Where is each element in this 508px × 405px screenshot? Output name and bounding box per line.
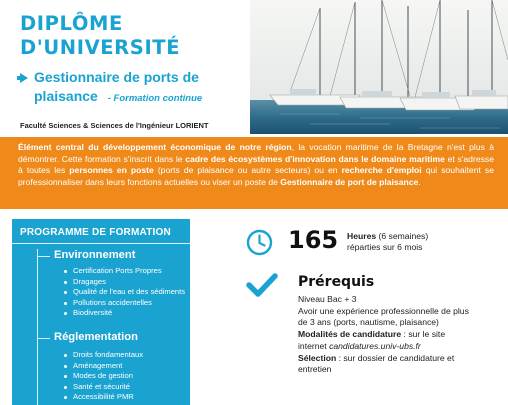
duration-details [347, 231, 428, 253]
section-title-environnement: Environnement [54, 249, 136, 261]
subtitle [20, 68, 260, 108]
intro-text-3: (ports de plaisance ou autre secteurs) ou en [153, 165, 342, 176]
intro-text-5: . [418, 176, 421, 187]
marina-photo [250, 0, 508, 134]
subtitle-line-2: plaisance [34, 88, 98, 104]
selection-text: : sur dossier de candidature et entretien [298, 352, 455, 375]
tree-branch [37, 338, 50, 339]
prerequisites-title: Prérequis [298, 274, 375, 290]
duration-weeks: (6 semaines) [378, 231, 429, 241]
tree-line [37, 249, 38, 405]
candidature-modalities [298, 329, 476, 352]
program-box [12, 219, 190, 405]
list-item: Droits fondamentaux [64, 350, 143, 361]
intro-bold-4: recherche d'emploi [341, 165, 422, 176]
tree-branch [37, 256, 50, 257]
arrow-icon [20, 73, 28, 83]
intro-text-4: qui souhaitent se professionnaliser dans leurs fonctions actuelles ou viser un poste de [18, 165, 494, 187]
selection-info [298, 353, 476, 376]
duration-spread: réparties sur 6 mois [347, 242, 423, 252]
selection-label: Sélection [298, 352, 337, 363]
subtitle-line-1: Gestionnaire de ports de [34, 69, 199, 85]
faculty-name: Faculté Sciences & Sciences de l'Ingénieur LORIENT [20, 121, 209, 130]
list-item: Aménagement [64, 361, 143, 372]
list-item: Qualité de l'eau et des sédiments [64, 287, 185, 298]
intro-bold-2: cadre des écosystèmes d'innovation dans le domaine maritime [185, 153, 445, 164]
duration-unit: Heures [347, 231, 377, 241]
intro-bold-3: personnes en poste [69, 165, 154, 176]
prerequisite-level: Niveau Bac + 3 [298, 294, 357, 304]
list-item: Modes de gestion [64, 371, 143, 382]
title-line-1: DIPLÔME [20, 12, 123, 35]
modalities-text: : sur le site internet [298, 329, 446, 351]
title-line-2: D'UNIVERSITÉ [20, 36, 181, 59]
duration-number: 165 [288, 226, 339, 254]
intro-text-2: et s'adresse à toutes les [18, 153, 494, 176]
intro-bold-5: Gestionnaire de port de plaisance [280, 176, 419, 187]
list-item: Biodiversité [64, 308, 185, 319]
program-heading: PROGRAMME DE FORMATION [20, 227, 171, 238]
list-item: Certification Ports Propres [64, 266, 185, 277]
prerequisite-experience: Avoir une expérience professionnelle de plus de 3 ans (ports, nautisme, plaisance) [298, 305, 469, 328]
intro-paragraph [0, 137, 508, 209]
candidature-website-link[interactable]: candidatures.univ-ubs.fr [329, 340, 421, 351]
program-divider [12, 243, 190, 244]
formation-tag: - Formation continue [107, 93, 203, 104]
section-title-reglementation: Réglementation [54, 331, 138, 343]
list-item: Dragages [64, 277, 185, 288]
intro-text-1: , la vocation maritime de la Bretagne n'est plus à démontrer. Cette formation s'inscrit dans le [18, 142, 494, 164]
list-item: Pollutions accidentelles [64, 298, 185, 309]
modalities-label: Modalités de candidature [298, 329, 402, 340]
page-title [20, 12, 250, 60]
section-list-reglementation [64, 350, 143, 403]
prerequisites-body [298, 294, 476, 376]
intro-bold-1: Élément central du développement économique de notre région [18, 142, 292, 152]
list-item: Santé et sécurité [64, 382, 143, 393]
list-item: Accessibilité PMR [64, 392, 143, 403]
section-list-environnement [64, 266, 185, 319]
checkmark-icon [246, 272, 278, 298]
clock-icon [246, 229, 273, 256]
